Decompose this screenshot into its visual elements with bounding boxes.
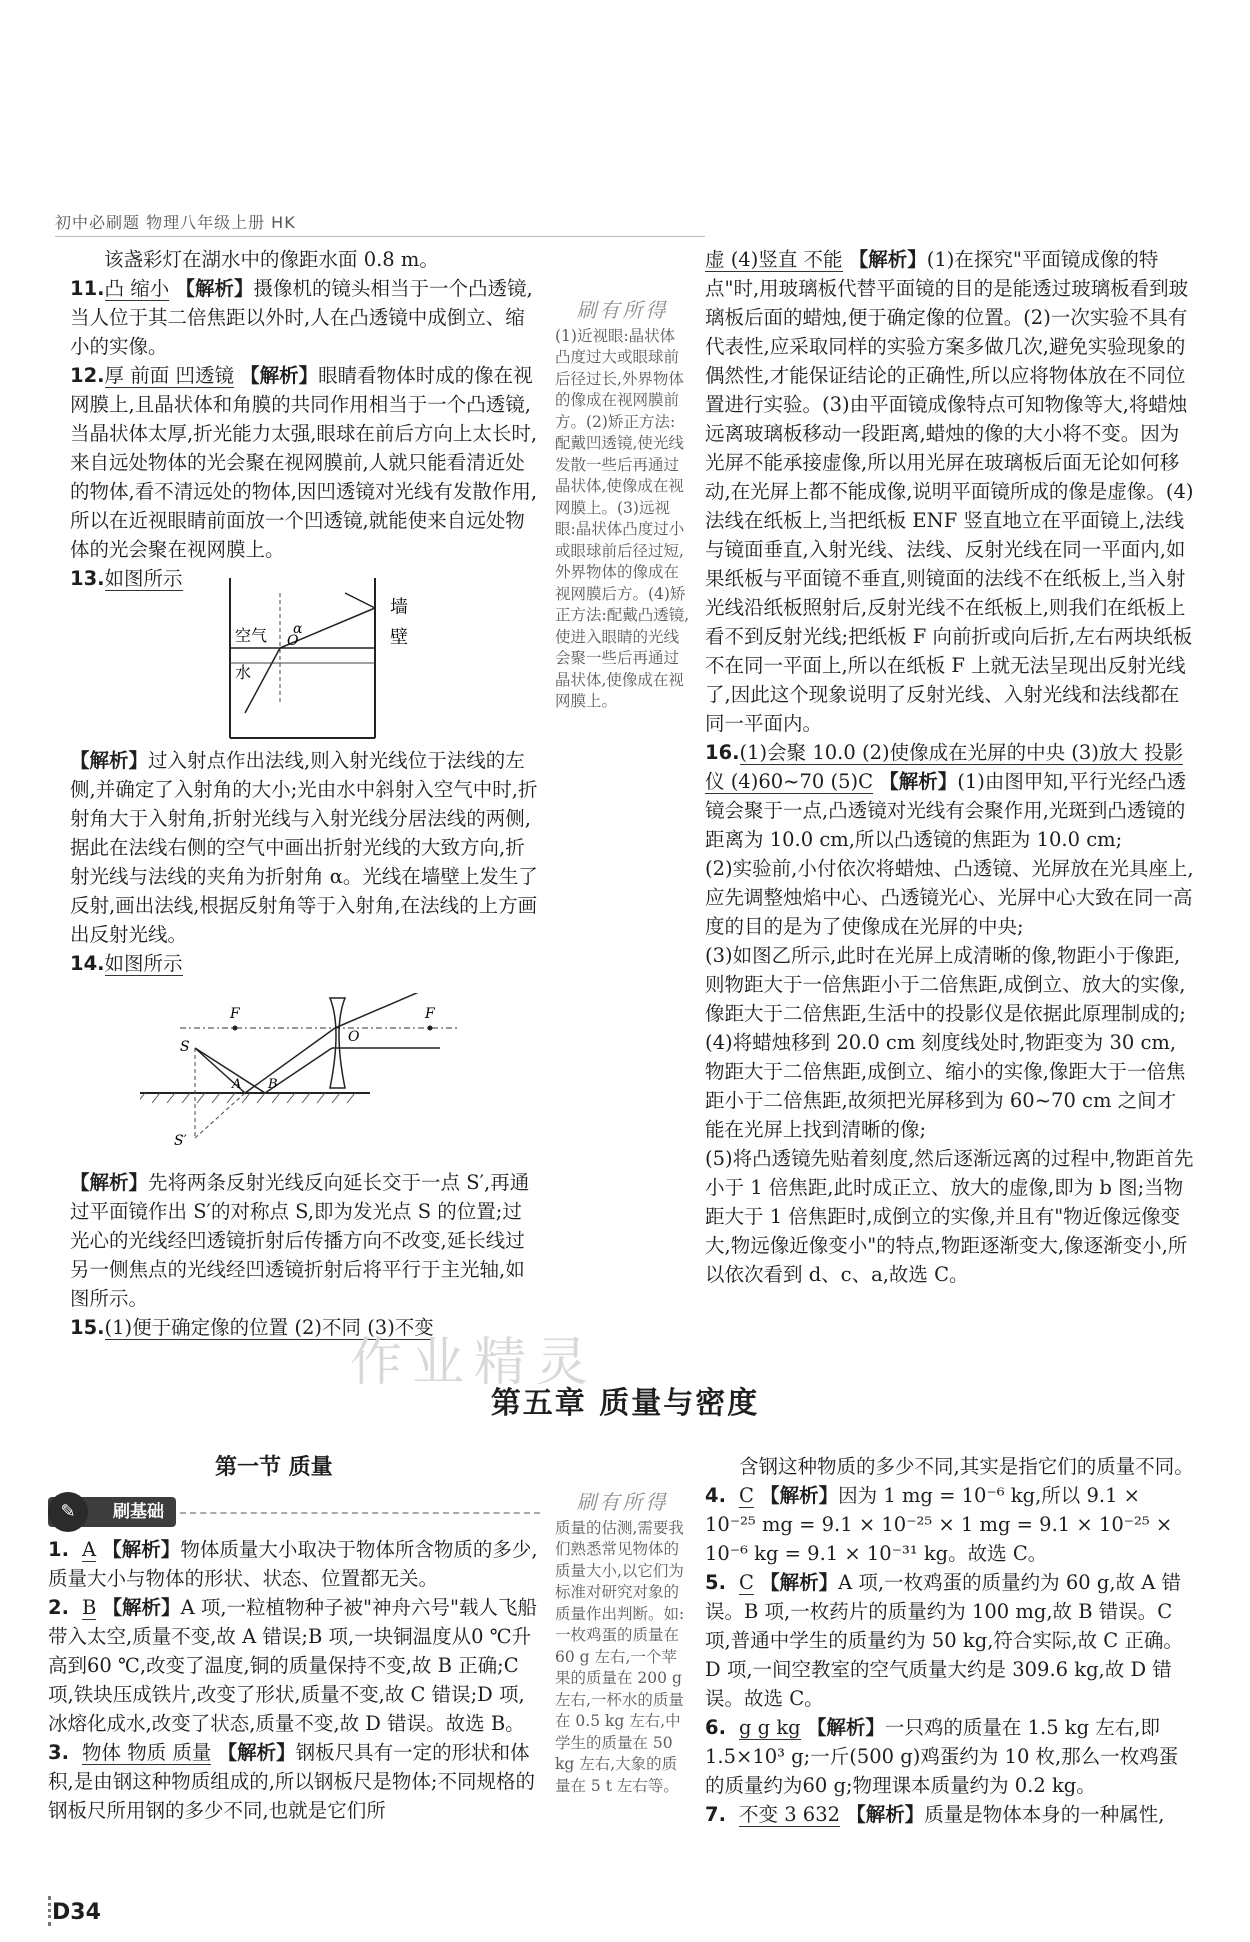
label-alpha: α (293, 621, 303, 637)
question-13-analysis: 【解析】过入射点作出法线,则入射光线位于法线的左侧,并确定了入射角的大小;光由水中斜射入空气中时,折射角大于入射角,折射光线与入射光线分居法线的两侧,据此在法线右侧的空气中画出折射光线的大致方向,折射光线与法线的夹角为折射角 α。光线在墙壁上发生了反射,画出法线,根据反射角等于入射角,在法线的上方画出反射光线。 (70, 749, 538, 946)
bottom-right-column (705, 1452, 1195, 1829)
question-15: 15.(1)便于确定像的位置 (2)不同 (3)不变 (70, 1316, 434, 1339)
chapter-title: 第五章 质量与密度 (490, 1386, 760, 1421)
question-2: 2. B 【解析】A 项,一粒植物种子被"神舟六号"载人飞船带入太空,质量不变,故 A 错误;B 项,一块铜温度从0 ℃升高到60 ℃,改变了温度,铜的质量保持不变,故 B 正确;C 项,铁块压成铁片,改变了形状,质量不变,故 C 错误;D 项,冰熔化成水,改变了状态,质量不变,故 D 错误。故选 B。 (48, 1596, 537, 1735)
figure-14-lens-diagram (140, 993, 460, 1153)
question-6: 6. g g kg 【解析】一只鸡的质量在 1.5 kg 左右,即 1.5×10³ g;一斤(500 g)鸡蛋约为 10 枚,那么一枚鸡蛋的质量约为60 g;物理课本质量约为 0.2 kg。 (705, 1716, 1179, 1797)
left-column-middle (70, 746, 540, 978)
paragraph: 该盏彩灯在湖水中的像距水面 0.8 m。 (104, 248, 439, 271)
bottom-left-column (48, 1535, 538, 1825)
question-12: 12.厚 前面 凹透镜 【解析】眼睛看物体时成的像在视网膜上,且晶状体和角膜的共同作用相当于一个凸透镜,当晶状体太厚,折光能力太强,眼球在前后方向上太长时,来自远处物体的光会聚在视网膜前,人就只能看清近处的物体,看不清远处的物体,因凹透镜对光线有发散作用,所以在近视眼睛前面放一个凹透镜,就能使来自远处物体的光会聚在视网膜上。 (70, 364, 538, 561)
question-1: 1. A 【解析】物体质量大小取决于物体所含物质的多少,质量大小与物体的形状、状态、位置都无关。 (48, 1538, 538, 1590)
badge-basics: 刷基础 (48, 1497, 176, 1527)
reflected-ray-a (245, 1028, 335, 1093)
sidenote-mass-estimation: 刷有所得 质量的估测,需要我们熟悉常见物体的质量大小,以它们为标准对研究对象的质量作出判断。如:一枚鸡蛋的质量在 60 g 左右,一个苹果的质量在 200 g 左右,一杯水的质量在 0.5 kg 左右,中学生的质量在 50 kg 左右,大象的质量在 5 t 左右等。 (555, 1490, 685, 1795)
question-7: 7. 不变 3 632 【解析】质量是物体本身的一种属性, (705, 1803, 1165, 1826)
label-o: O (287, 633, 299, 649)
virtual-ray (195, 1093, 245, 1138)
book-header: 初中必刷题 物理八年级上册 HK (55, 213, 296, 232)
label-f-left: F (230, 1006, 240, 1022)
question-16: 16.(1)会聚 10.0 (2)使像成在光屏的中央 (3)放大 投影仪 (4)60~70 (5)C 【解析】(1)由图甲知,平行光经凸透镜会聚于一点,凸透镜对光线有会聚作用,光斑到凸透镜的距离为 10.0 cm,所以凸透镜的焦距为 10.0 cm; (705, 741, 1187, 851)
mirror-hatching (140, 1093, 355, 1103)
question-16-part-2: (2)实验前,小付依次将蜡烛、凸透镜、光屏放在光具座上,应先调整烛焰中心、凸透镜光心、光屏中心大致在同一高度的目的是为了使像成在光屏的中央; (705, 857, 1194, 938)
question-14-label: 14.如图所示 (70, 952, 183, 975)
left-column-top (70, 245, 540, 593)
question-16-part-4: (4)将蜡烛移到 20.0 cm 刻度线处时,物距变为 30 cm,物距大于二倍焦距,成倒立、缩小的实像,像距大于一倍焦距小于二倍焦距,故须把光屏移到为 60~70 cm 之间才能在光屏上找到清晰的像; (705, 1031, 1186, 1141)
right-column-top (705, 245, 1195, 1289)
badge-divider (180, 1512, 540, 1514)
page-number: D34 (52, 1900, 101, 1925)
label-s: S (180, 1039, 190, 1055)
label-air: 空气 (235, 626, 268, 645)
left-column-bottom (70, 1168, 540, 1342)
header-divider (55, 236, 705, 237)
label-wall-2: 壁 (390, 627, 408, 648)
watermark: 作业精灵 (350, 1333, 599, 1393)
concave-lens (330, 998, 345, 1088)
question-14-analysis: 【解析】先将两条反射光线反向延长交于一点 S′,再通过平面镜作出 S′的对称点 S,即为发光点 S 的位置;过光心的光线经凹透镜折射后传播方向不改变,延长线过另一侧焦点的光线经凹透镜折射后将平行于主光轴,如图所示。 (70, 1171, 530, 1310)
label-a: A (232, 1077, 242, 1092)
question-5: 5. C 【解析】A 项,一枚鸡蛋的质量约为 60 g,故 A 错误。B 项,一枚药片的质量约为 100 mg,故 B 错误。C 项,普通中学生的质量约为 50 kg,符合实际,故 C 正确。D 项,一间空教室的空气质量大约是 309.6 kg,故 D 错误。故选 C。 (705, 1571, 1183, 1710)
label-b: B (268, 1077, 278, 1092)
label-o: O (348, 1029, 360, 1045)
question-13-label: 13.如图所示 (70, 567, 183, 590)
label-f-right: F (425, 1006, 435, 1022)
focus-point-right (428, 1026, 433, 1031)
question-11: 11.凸 缩小 【解析】摄像机的镜头相当于一个凸透镜,当人位于其二倍焦距以外时,人在凸透镜中成倒立、缩小的实像。 (70, 277, 533, 358)
figure-13-refraction-diagram (225, 573, 455, 743)
focus-point-left (233, 1026, 238, 1031)
label-s-prime: S′ (174, 1133, 187, 1149)
label-water: 水 (235, 663, 252, 682)
pencil-icon: ✎ (48, 1492, 88, 1532)
question-15-analysis: 虚 (4)竖直 不能 【解析】(1)在探究"平面镜成像的特点"时,用玻璃板代替平面镜的目的是能透过玻璃板看到玻璃板后面的蜡烛,便于确定像的位置。(2)一次实验不具有代表性,应采取同样的实验方案多做几次,避免实验现象的偶然性,才能保证结论的正确性,所以应将物体放在不同位置进行实验。(3)由平面镜成像特点可知物像等大,将蜡烛远离玻璃板移动一段距离,蜡烛的像的大小将不变。因为光屏不能承接虚像,所以用光屏在玻璃板后面无论如何移动,在光屏上都不能成像,说明平面镜所成的像是虚像。(4)法线在纸板上,当把纸板 ENF 竖直地立在平面镜上,法线与镜面垂直,入射光线、法线、反射光线在同一平面内,如果纸板与平面镜不垂直,则镜面的法线不在纸板上,当入射光线沿纸板照射后,反射光线不在纸板上,则我们在纸板上看不到反射光线;把纸板 F 向前折或向后折,左右两块纸板不在同一平面上,所以在纸板 F 上就无法呈现出反射光线了,因此这个现象说明了反射光线、入射光线和法线都在同一平面内。 (705, 248, 1194, 735)
question-16-part-3: (3)如图乙所示,此时在光屏上成清晰的像,物距小于像距,则物距大于一倍焦距小于二倍焦距,成倒立、放大的实像,像距大于二倍焦距,生活中的投影仪是依据此原理制成的; (705, 944, 1186, 1025)
question-4: 4. C 【解析】因为 1 mg = 10⁻⁶ kg,所以 9.1 × 10⁻²⁵ mg = 9.1 × 10⁻²⁵ × 1 mg = 9.1 × 10⁻²⁵ × 10⁻⁶ kg = 9.1 × 10⁻³¹ kg。故选 C。 (705, 1484, 1173, 1565)
reflected-ray (345, 593, 375, 608)
question-16-part-5: (5)将凸透镜先贴着刻度,然后逐渐远离的过程中,物距首先小于 1 倍焦距,此时成正立、放大的虚像,即为 b 图;当物距大于 1 倍焦距时,成倒立的实像,并且有"物近像远像变大,物远像近像变小"的特点,物距逐渐变大,像逐渐变小,所以依次看到 d、c、a,故选 C。 (705, 1147, 1194, 1286)
label-wall: 墙 (390, 597, 408, 618)
paragraph: 含钢这种物质的多少不同,其实是指它们的质量不同。 (739, 1455, 1194, 1478)
section-title: 第一节 质量 (215, 1455, 333, 1480)
question-3: 3. 物体 物质 质量 【解析】钢板尺具有一定的形状和体积,是由钢这种物质组成的,所以钢板尺是物体;不同规格的钢板尺所用钢的多少不同,也就是它们所 (48, 1741, 535, 1822)
sidenote-myopia: 刷有所得 (1)近视眼:晶状体凸度过大或眼球前后径过长,外界物体的像成在视网膜前方。(2)矫正方法:配戴凹透镜,使光线发散一些后再通过晶状体,使像成在视网膜上。(3)远视眼:晶状体凸度过小或眼球前后径过短,外界物体的像成在视网膜后方。(4)矫正方法:配戴凸透镜,使进入眼睛的光线会聚一些后再通过晶状体,使像成在视网膜上。 (555, 298, 690, 710)
